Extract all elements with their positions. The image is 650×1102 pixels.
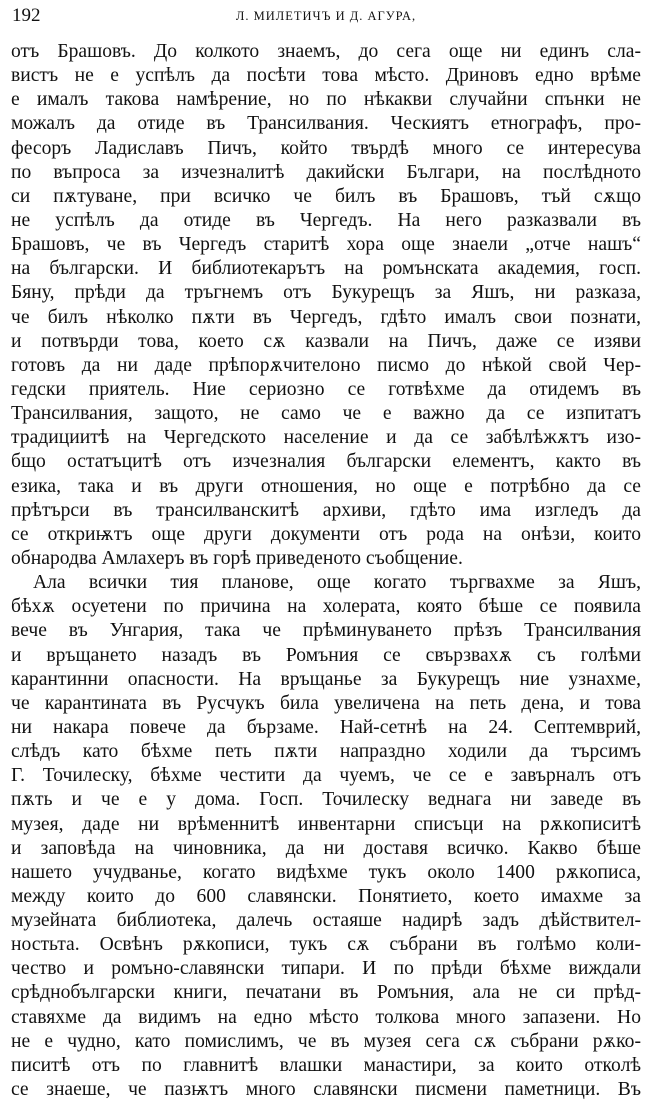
text-line: слѣдъ като бѣхме петь пѫти напраздно ходили да търсимъ bbox=[11, 741, 641, 763]
text-line: ностьта. Освѣнъ рѫкописи, тукъ сѫ събрани въ голѣмо коли- bbox=[11, 934, 641, 956]
text-line: срѣднобългарски книги, печатани въ Ромъния, ала не си прѣд- bbox=[11, 982, 641, 1004]
body-text bbox=[11, 40, 641, 1102]
text-line: готовъ да ни даде прѣпорѫчителоно писмо до нѣкой свой Чер- bbox=[11, 354, 641, 376]
text-line: чество и ромъно-славянски типари. И по прѣди бѣхме виждали bbox=[11, 958, 641, 980]
paragraph-end-line: обнародва Амлахеръ въ горѣ приведеното съобщение. bbox=[11, 547, 463, 569]
text-line: вече въ Унгария, така че прѣминуването прѣзъ Трансилвания bbox=[11, 620, 641, 642]
text-line: традициитѣ на Чергедското население и да се забѣлѣжѫтъ изо- bbox=[11, 427, 641, 449]
text-line: се знаеше, че пазѭтъ много славянски писмени паметници. Въ bbox=[11, 1079, 641, 1101]
text-line: езика, така и въ други отношения, но още е потрѣбно да се bbox=[11, 475, 641, 497]
text-line: музея, даде ни врѣменнитѣ инвентарни списъци на рѫкописитѣ bbox=[11, 813, 641, 835]
text-line: Г. Точилеску, бѣхме честити да чуемъ, че се е завърналъ отъ bbox=[11, 765, 641, 787]
running-head: Л. МИЛЕТИЧЪ И Д. АГУРА, bbox=[235, 9, 417, 23]
text-line: и потвърди това, което сѫ казвали на Пичъ, даже се изяви bbox=[11, 330, 641, 352]
text-line: отъ Брашовъ. До колкото знаемъ, до сега още ни единъ сла- bbox=[11, 41, 641, 62]
text-line: че карантината въ Русчукъ била увеличена на петь дена, и това bbox=[11, 692, 641, 714]
text-line: пѫть и че е у дома. Госп. Точилеску веднага ни заведе въ bbox=[11, 789, 641, 811]
page-number: 192 bbox=[12, 5, 41, 26]
text-line: на български. И библиотекарътъ на ромънската академия, госп. bbox=[11, 258, 641, 280]
text-line: гедски приятель. Ние сериозно се готвѣхме да отидемъ въ bbox=[11, 378, 641, 400]
text-line: бѣхѫ осуетени по причина на холерата, която бѣше се появила bbox=[11, 596, 641, 618]
text-line: по въпроса за изчезналитѣ дакийски Българи, на послѣдното bbox=[11, 161, 641, 183]
text-line: фесоръ Ладиславъ Пичъ, който твърдѣ много се интересува bbox=[11, 137, 641, 159]
text-line: ни накара повече да бързаме. Най-сетнѣ на 24. Септемврий, bbox=[11, 716, 641, 738]
text-line: се откриѭтъ още други документи отъ рода на онѣзи, които bbox=[11, 523, 641, 545]
text-line: ставяхме да видимъ на едно мѣсто толкова много запазени. Но bbox=[11, 1006, 641, 1028]
text-line: можалъ да отиде въ Трансилвания. Ческиятъ етнографъ, про- bbox=[11, 113, 641, 135]
text-line: вистъ не е успѣлъ да посѣти това мѣсто. Дриновъ едно врѣме bbox=[11, 65, 641, 87]
text-line: си пѫтуване, при всичко че билъ въ Брашовъ, тъй сѫщо bbox=[11, 185, 641, 207]
text-line: прѣтърси въ трансилванскитѣ архиви, гдѣто има изгледъ да bbox=[11, 499, 641, 521]
text-line: че билъ нѣколко пѫти въ Чергедъ, гдѣто ималъ свои познати, bbox=[11, 306, 641, 328]
text-line: писитѣ отъ по главнитѣ влашки манастири, за които отколѣ bbox=[11, 1054, 641, 1076]
text-line: е ималъ такова намѣрение, но по нѣкакви случайни спънки не bbox=[11, 89, 641, 111]
text-line: Брашовъ, че въ Чергедъ старитѣ хора още знаели „отче нашъ“ bbox=[11, 234, 641, 256]
text-line: не е чудно, като помислимъ, че въ музея сега сѫ събрани рѫко- bbox=[11, 1030, 641, 1052]
text-line: карантинни опасности. На връщанье за Букурещъ ние узнахме, bbox=[11, 668, 641, 690]
page-header bbox=[12, 4, 640, 30]
text-line: нашето учудванье, когато видѣхме тукъ около 1400 рѫкописа, bbox=[11, 861, 641, 883]
text-line: Бяну, прѣди да тръгнемъ отъ Букурещъ за Яшъ, ни разказа, bbox=[11, 282, 641, 304]
text-line: и заповѣда на чиновника, да ни доставя всичко. Какво бѣше bbox=[11, 837, 641, 859]
text-line: бщо остатъцитѣ отъ изчезналия български елементъ, както въ bbox=[11, 451, 641, 473]
text-line: Трансилвания, защото, не само че е важно да се изпитатъ bbox=[11, 403, 641, 425]
text-line: между които до 600 славянски. Понятието, което имахме за bbox=[11, 885, 641, 907]
text-line: не успѣлъ да отиде въ Чергедъ. На него разказвали въ bbox=[11, 209, 641, 231]
text-line: и връщането назадъ въ Ромъния се свързвахѫ съ голѣми bbox=[11, 644, 641, 666]
paragraph-start-line: Ала всички тия планове, още когато търгвахме за Яшъ, bbox=[33, 572, 641, 594]
text-line: музейната библиотека, далечь остаяше надирѣ задъ дѣйствител- bbox=[11, 910, 641, 932]
